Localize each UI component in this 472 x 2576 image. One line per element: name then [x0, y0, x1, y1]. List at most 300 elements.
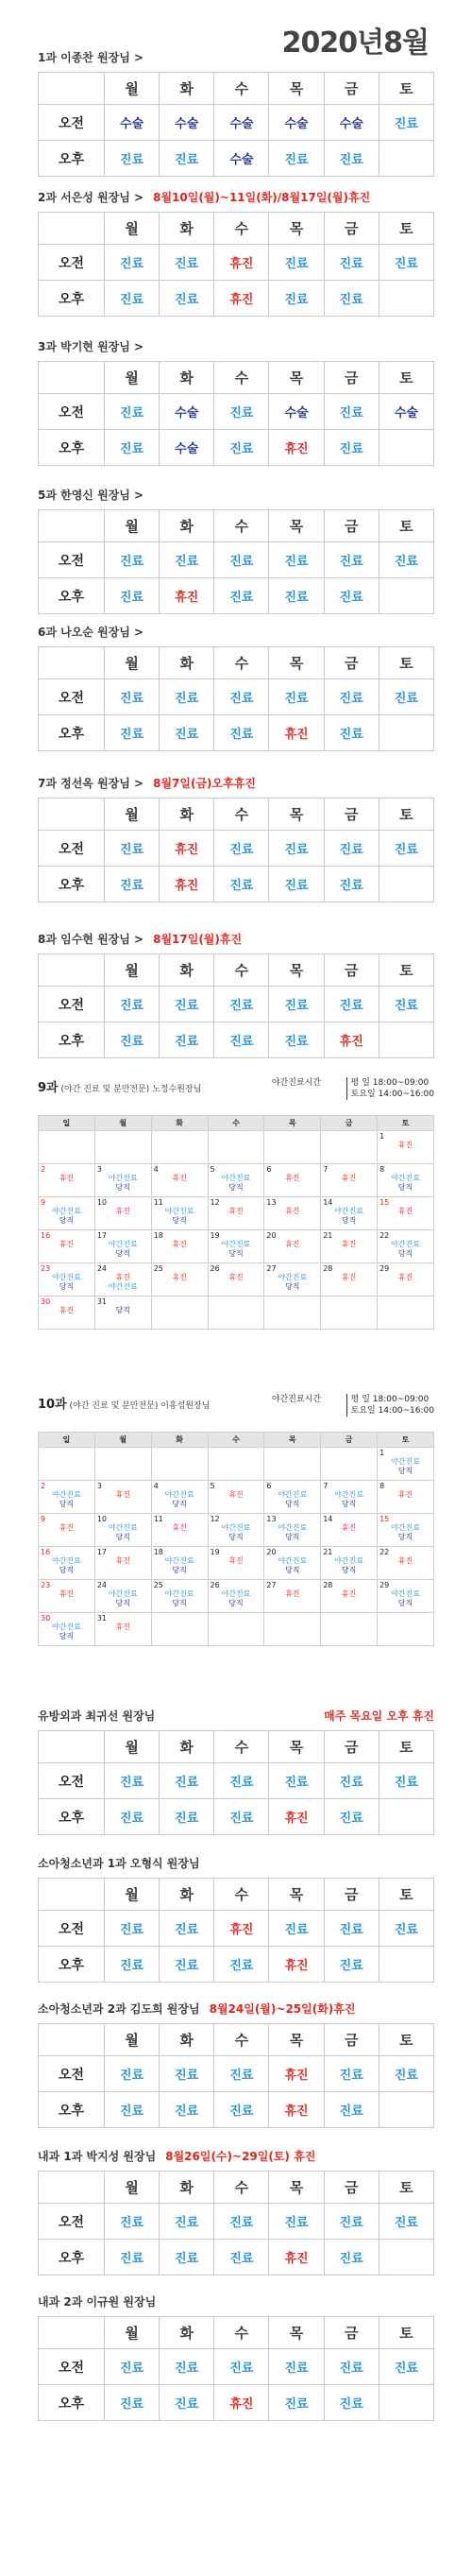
doctor-schedule: [38, 338, 434, 466]
weekday-hours: 평 일 18:00~09:00: [350, 1078, 430, 1088]
weekday-header: 금: [324, 362, 379, 394]
weekday-header: 토: [379, 362, 433, 394]
weekday-header: 화: [160, 2317, 214, 2349]
schedule-cell: 진료: [160, 1022, 214, 1058]
morning-row: [39, 987, 434, 1022]
schedule-cell: 휴진: [214, 281, 269, 317]
closure-note: 8월26일(수)~29일(토) 휴진: [165, 2150, 316, 2163]
weekday-header: 금: [324, 1879, 379, 1911]
schedule-cell: 진료: [214, 1799, 269, 1835]
doctor-title: 3과 박기현 원장님 >: [38, 340, 144, 353]
day-number: 10: [96, 1515, 108, 1523]
day-event: 당직: [59, 1500, 75, 1508]
weekday-header: 토: [379, 647, 433, 679]
night-clinic-calendar: [38, 1077, 434, 1330]
day-number: 4: [153, 1165, 159, 1174]
weekday-header: 월: [105, 2317, 160, 2349]
session-label: 오전: [39, 105, 105, 141]
day-event: 야간진료: [108, 1240, 138, 1248]
schedule-cell: 진료: [269, 987, 324, 1022]
weekday-header-row: [39, 213, 434, 245]
calendar-day-cell: [321, 1613, 378, 1646]
morning-row: [39, 394, 434, 430]
schedule-cell: [379, 1022, 433, 1058]
weekday-header: 수: [214, 1879, 269, 1911]
header-corner: [39, 2317, 105, 2349]
calendar-day-cell: [39, 1230, 95, 1263]
weekday-header: 금: [324, 1731, 379, 1763]
day-event: 야간진료: [221, 1523, 251, 1532]
day-number: 21: [323, 1231, 333, 1240]
header-corner: [39, 362, 105, 394]
schedule-cell: 진료: [214, 2240, 269, 2275]
schedule-cell: 진료: [269, 831, 324, 867]
afternoon-row: [39, 141, 434, 177]
calendar-day-cell: [208, 1547, 264, 1580]
day-number: 16: [41, 1231, 51, 1240]
schedule-cell: 진료: [379, 987, 433, 1022]
weekday-header: 월: [105, 799, 160, 831]
day-number: 20: [266, 1548, 277, 1556]
schedule-cell: 진료: [160, 141, 214, 177]
day-event: 휴진: [285, 1240, 300, 1248]
schedule-cell: 진료: [324, 1763, 379, 1799]
calendar-day-cell: [378, 1197, 434, 1230]
day-event: 당직: [172, 1216, 187, 1225]
day-number: 25: [153, 1581, 163, 1589]
session-label: 오전: [39, 394, 105, 430]
day-event: 야간진료: [334, 1207, 364, 1215]
schedule-cell: 진료: [160, 679, 214, 715]
day-number: 24: [96, 1581, 108, 1589]
doctor-schedule: [38, 931, 434, 1058]
calendar-weekday: 목: [264, 1433, 321, 1448]
calendar-weekday: 토: [378, 1433, 434, 1448]
schedule-cell: 진료: [379, 1911, 433, 1947]
day-number: 18: [153, 1231, 163, 1240]
schedule-cell: [379, 1799, 433, 1835]
day-number: 24: [96, 1264, 108, 1273]
header-corner: [39, 213, 105, 245]
day-number: 3: [96, 1482, 102, 1490]
day-event: 야간진료: [51, 1623, 81, 1631]
morning-row: [39, 1763, 434, 1799]
calendar-day-cell: [94, 1481, 151, 1514]
calendar-weekday: 일: [39, 1116, 95, 1131]
session-label: 오전: [39, 679, 105, 715]
schedule-cell: 진료: [214, 2204, 269, 2240]
calendar-day-cell: [208, 1481, 264, 1514]
day-number: 26: [210, 1264, 220, 1273]
day-number: 30: [41, 1297, 51, 1306]
weekday-header-row: [39, 2317, 434, 2349]
afternoon-row: [39, 578, 434, 614]
weekday-header: 목: [269, 647, 324, 679]
schedule-cell: 진료: [105, 1911, 160, 1947]
closure-note: 8월17일(월)휴진: [153, 933, 243, 946]
day-number: 31: [96, 1297, 108, 1306]
calendar-day-cell: [39, 1131, 95, 1164]
weekday-header-row: [39, 954, 434, 987]
weekday-hours: 평 일 18:00~09:00: [350, 1395, 430, 1404]
schedule-cell: 진료: [105, 867, 160, 902]
weekday-header-row: [39, 799, 434, 831]
calendar-day-cell: [208, 1131, 264, 1164]
weekday-header: 토: [379, 2317, 433, 2349]
calendar-day-cell: [39, 1613, 95, 1646]
day-event: 당직: [397, 1183, 413, 1192]
day-number: 18: [153, 1548, 163, 1556]
weekday-header: 금: [324, 2172, 379, 2204]
schedule-cell: 진료: [269, 1022, 324, 1058]
calendar-grid: [38, 1432, 434, 1646]
schedule-cell: 진료: [379, 2349, 433, 2385]
day-event: 휴진: [59, 1240, 75, 1248]
calendar-day-cell: [378, 1448, 434, 1481]
day-event: 야간진료: [278, 1490, 308, 1499]
weekday-header: 토: [379, 510, 433, 542]
morning-row: [39, 2056, 434, 2092]
page-title: 2020년8월: [281, 26, 429, 60]
calendar-weekday: 월: [94, 1116, 151, 1131]
calendar-day-cell: [378, 1547, 434, 1580]
weekday-header: 월: [105, 362, 160, 394]
day-number: 6: [266, 1482, 272, 1490]
weekday-header: 월: [105, 73, 160, 105]
day-event: 휴진: [115, 1623, 130, 1631]
calendar-week-row: [39, 1580, 434, 1613]
day-event: 휴진: [115, 1490, 130, 1499]
day-event: 휴진: [228, 1207, 244, 1215]
schedule-cell: 진료: [105, 831, 160, 867]
calendar-day-cell: [94, 1580, 151, 1613]
day-event: 야간진료: [164, 1207, 194, 1215]
morning-row: [39, 542, 434, 578]
schedule-cell: 수술: [324, 105, 379, 141]
day-event: 야간진료: [51, 1273, 81, 1281]
day-event: 휴진: [172, 1273, 187, 1281]
doctor-title: 6과 나오순 원장님 >: [38, 626, 144, 639]
schedule-cell: 진료: [160, 987, 214, 1022]
night-hours: [271, 1394, 434, 1417]
session-label: 오후: [39, 715, 105, 751]
day-number: 3: [96, 1165, 102, 1174]
calendar-day-cell: [321, 1230, 378, 1263]
doctor-name: [38, 624, 434, 644]
day-number: 22: [379, 1548, 390, 1556]
schedule-cell: 휴진: [269, 1799, 324, 1835]
day-event: 휴진: [172, 1240, 187, 1248]
schedule-cell: 진료: [214, 831, 269, 867]
doctor-title: 5과 한영신 원장님 >: [38, 489, 144, 502]
weekday-header: 금: [324, 213, 379, 245]
calendar-day-cell: [264, 1547, 321, 1580]
saturday-hours: 토요일 14:00~16:00: [350, 1090, 434, 1099]
schedule-cell: 진료: [379, 542, 433, 578]
weekday-header: 수: [214, 2317, 269, 2349]
weekday-header: 목: [269, 2024, 324, 2056]
day-event: 야간진료: [278, 1273, 308, 1281]
doctor-name: [38, 338, 434, 359]
day-number: 2: [41, 1482, 46, 1490]
calendar-day-cell: [264, 1131, 321, 1164]
weekday-header: 수: [214, 362, 269, 394]
doctor-name: [38, 49, 434, 70]
day-event: 야간진료: [391, 1523, 420, 1532]
afternoon-row: [39, 2092, 434, 2128]
schedule-cell: 진료: [105, 1947, 160, 1983]
day-number: 1: [379, 1449, 385, 1457]
schedule-table: [38, 361, 434, 466]
day-number: 11: [153, 1198, 163, 1207]
weekday-header: 목: [269, 2317, 324, 2349]
schedule-cell: 진료: [105, 2240, 160, 2275]
schedule-cell: 휴진: [269, 1947, 324, 1983]
calendar-day-cell: [321, 1197, 378, 1230]
schedule-cell: 휴진: [214, 245, 269, 281]
schedule-cell: 진료: [214, 715, 269, 751]
schedule-table: [38, 2023, 434, 2128]
day-number: 19: [210, 1548, 220, 1556]
doctor-name: [38, 189, 434, 210]
doctor-schedule: [38, 624, 434, 751]
schedule-cell: 진료: [214, 542, 269, 578]
schedule-cell: 진료: [105, 2349, 160, 2385]
calendar-day-cell: [39, 1448, 95, 1481]
day-event: 휴진: [341, 1273, 357, 1281]
calendar-day-cell: [208, 1297, 264, 1330]
calendar-doctor: 이홍섭원장님: [160, 1401, 211, 1411]
day-event: 야간진료: [334, 1556, 364, 1565]
weekday-header: 월: [105, 1731, 160, 1763]
schedule-cell: 진료: [105, 430, 160, 466]
weekday-header: 월: [105, 954, 160, 987]
schedule-table: [38, 2171, 434, 2275]
weekday-header: 수: [214, 647, 269, 679]
calendar-day-cell: [321, 1547, 378, 1580]
day-event: 휴진: [59, 1589, 75, 1598]
calendar-day-cell: [208, 1514, 264, 1547]
session-label: 오후: [39, 1022, 105, 1058]
day-number: 14: [323, 1198, 333, 1207]
schedule-cell: 진료: [324, 2056, 379, 2092]
weekday-header: 목: [269, 362, 324, 394]
calendar-day-cell: [321, 1297, 378, 1330]
schedule-cell: [379, 2240, 433, 2275]
saturday-hours: 토요일 14:00~16:00: [350, 1406, 434, 1416]
weekday-header: 수: [214, 2024, 269, 2056]
calendar-day-cell: [378, 1297, 434, 1330]
calendar-day-cell: [208, 1613, 264, 1646]
calendar-day-cell: [151, 1580, 208, 1613]
weekday-header: 월: [105, 647, 160, 679]
schedule-cell: 진료: [269, 2204, 324, 2240]
schedule-cell: 진료: [160, 245, 214, 281]
calendar-day-cell: [321, 1514, 378, 1547]
schedule-cell: 진료: [214, 2349, 269, 2385]
doctor-name: [38, 775, 434, 796]
schedule-cell: 진료: [214, 394, 269, 430]
weekday-header: 목: [269, 954, 324, 987]
schedule-cell: 진료: [160, 2349, 214, 2385]
schedule-table: [38, 798, 434, 902]
schedule-cell: 진료: [105, 394, 160, 430]
schedule-cell: 진료: [324, 2385, 379, 2421]
schedule-cell: 진료: [160, 715, 214, 751]
header-corner: [39, 2172, 105, 2204]
doctor-title: 7과 정선옥 원장님 >: [38, 777, 144, 790]
day-number: 29: [379, 1264, 390, 1273]
day-event: 휴진: [397, 1273, 413, 1281]
schedule-cell: 진료: [160, 281, 214, 317]
day-number: 8: [379, 1165, 385, 1174]
day-number: 9: [41, 1515, 46, 1523]
calendar-weekday: 화: [151, 1116, 208, 1131]
day-number: 13: [266, 1198, 277, 1207]
weekday-header: 토: [379, 73, 433, 105]
weekday-header: 목: [269, 510, 324, 542]
night-hours-box: [346, 1077, 434, 1100]
schedule-table: [38, 2316, 434, 2421]
day-number: 10: [96, 1198, 108, 1207]
day-event: 야간진료: [108, 1282, 138, 1291]
day-event: 야간진료: [51, 1490, 81, 1499]
schedule-cell: 진료: [105, 715, 160, 751]
day-event: 야간진료: [51, 1207, 81, 1215]
doctor-schedule: [38, 189, 434, 317]
calendar-day-cell: [321, 1164, 378, 1197]
weekday-header: 금: [324, 2317, 379, 2349]
day-number: 27: [266, 1264, 277, 1273]
day-number: 9: [41, 1198, 46, 1207]
doctor-title: 소아청소년과 2과 김도희 원장님: [38, 2002, 200, 2016]
schedule-cell: [379, 141, 433, 177]
day-event: 야간진료: [391, 1457, 420, 1466]
day-number: 16: [41, 1548, 51, 1556]
day-event: 당직: [115, 1306, 130, 1314]
doctor-schedule: [38, 1708, 434, 1835]
weekday-header-row: [39, 510, 434, 542]
schedule-cell: 진료: [214, 1022, 269, 1058]
session-label: 오후: [39, 2240, 105, 2275]
schedule-cell: 진료: [269, 1911, 324, 1947]
calendar-week-row: [39, 1197, 434, 1230]
calendar-weekday: 화: [151, 1433, 208, 1448]
weekday-header: 화: [160, 510, 214, 542]
schedule-cell: 진료: [379, 2056, 433, 2092]
doctor-schedule: [38, 775, 434, 902]
calendar-day-cell: [39, 1297, 95, 1330]
schedule-cell: 진료: [160, 2240, 214, 2275]
calendar-subtitle: (야간 진료 및 분만전문): [58, 1085, 153, 1094]
day-event: 야간진료: [108, 1589, 138, 1598]
calendar-weekday: 금: [321, 1116, 378, 1131]
closure-note: 8월7일(금)오후휴진: [153, 777, 256, 790]
day-event: 휴진: [397, 1556, 413, 1565]
weekday-header: 화: [160, 2172, 214, 2204]
session-label: 오전: [39, 831, 105, 867]
schedule-cell: 휴진: [160, 578, 214, 614]
schedule-cell: 진료: [379, 831, 433, 867]
schedule-cell: 진료: [105, 2092, 160, 2128]
schedule-cell: 수술: [105, 105, 160, 141]
schedule-cell: 진료: [214, 2092, 269, 2128]
afternoon-row: [39, 715, 434, 751]
calendar-day-cell: [378, 1514, 434, 1547]
day-event: 당직: [228, 1533, 244, 1541]
calendar-day-cell: [378, 1164, 434, 1197]
doctor-name: [38, 1855, 434, 1876]
schedule-table: [38, 1878, 434, 1983]
weekday-header: 화: [160, 1731, 214, 1763]
day-number: 17: [96, 1548, 108, 1556]
weekday-header: 월: [105, 510, 160, 542]
session-label: 오후: [39, 281, 105, 317]
day-number: 31: [96, 1614, 108, 1623]
calendar-weekday: 토: [378, 1116, 434, 1131]
schedule-cell: 수술: [214, 105, 269, 141]
calendar-grid: [38, 1115, 434, 1330]
day-event: 야간진료: [278, 1523, 308, 1532]
weekday-header: 수: [214, 73, 269, 105]
schedule-cell: 진료: [269, 867, 324, 902]
calendar-day-cell: [151, 1613, 208, 1646]
session-label: 오전: [39, 2349, 105, 2385]
schedule-cell: 수술: [160, 430, 214, 466]
weekday-header: 화: [160, 2024, 214, 2056]
schedule-cell: 진료: [160, 2092, 214, 2128]
calendar-day-cell: [39, 1263, 95, 1297]
day-event: 야간진료: [51, 1556, 81, 1565]
schedule-cell: [379, 578, 433, 614]
schedule-cell: 진료: [324, 1947, 379, 1983]
header-corner: [39, 799, 105, 831]
weekday-header: 금: [324, 799, 379, 831]
day-event: 당직: [285, 1282, 300, 1291]
day-event: 야간진료: [108, 1174, 138, 1182]
schedule-cell: 진료: [269, 1763, 324, 1799]
weekday-header: 토: [379, 2024, 433, 2056]
doctor-schedule: [38, 1855, 434, 1983]
weekday-header-row: [39, 1731, 434, 1763]
weekday-header: 화: [160, 954, 214, 987]
weekday-header: 목: [269, 73, 324, 105]
schedule-cell: 진료: [324, 2092, 379, 2128]
afternoon-row: [39, 1022, 434, 1058]
weekday-header: 목: [269, 2172, 324, 2204]
day-number: 12: [210, 1515, 220, 1523]
calendar-day-cell: [208, 1448, 264, 1481]
calendar-day-cell: [378, 1481, 434, 1514]
session-label: 오후: [39, 2092, 105, 2128]
day-number: 1: [379, 1132, 385, 1141]
day-event: 야간진료: [164, 1556, 194, 1565]
doctor-name: [38, 1708, 434, 1728]
schedule-cell: 수술: [160, 105, 214, 141]
calendar-day-cell: [264, 1164, 321, 1197]
schedule-cell: 진료: [105, 141, 160, 177]
weekday-header: 수: [214, 799, 269, 831]
weekday-header-row: [39, 647, 434, 679]
schedule-cell: 진료: [324, 281, 379, 317]
day-event: 당직: [228, 1599, 244, 1607]
doctor-name: [38, 931, 434, 952]
weekday-header: 수: [214, 510, 269, 542]
day-number: 5: [210, 1165, 215, 1174]
day-number: 27: [266, 1581, 277, 1589]
schedule-cell: 진료: [214, 867, 269, 902]
schedule-cell: 진료: [105, 1022, 160, 1058]
